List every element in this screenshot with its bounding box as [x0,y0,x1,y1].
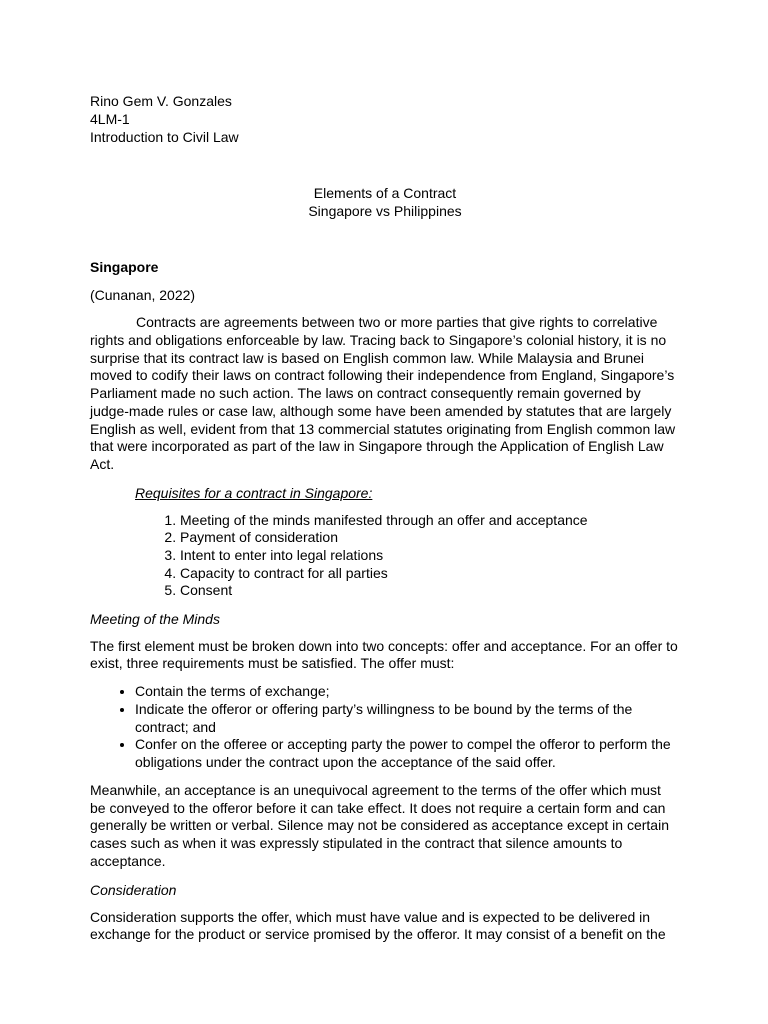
document-title [90,184,680,220]
citation: (Cunanan, 2022) [90,287,196,303]
consideration-paragraph: Consideration supports the offer, which must have value and is expected to be delivered in exchange for the product or service promised by the offeror. It may consist of a benefit on the [90,908,666,943]
list-item: 4. Capacity to contract for all parties [180,565,680,583]
acceptance-paragraph: Meanwhile, an acceptance is an unequivocal agreement to the terms of the offer which must be conveyed to the offeror before it can take effect. It does not require a certain form and can generally be written or verbal. Silence may not be considered as acceptance except in certain cases such as when it was expressly stipulated in the contract that silence amounts to acceptance. [90,781,669,869]
course-name: Introduction to Civil Law [90,129,239,145]
subheading-meeting-of-minds: Meeting of the Minds [90,610,220,627]
list-item: • Confer on the offeree or accepting party the power to compel the offeror to perform the obligations under the contract upon the acceptance of the said offer. [135,736,680,772]
author-header [90,92,680,146]
offer-requirements-list [90,683,680,772]
subheading-consideration: Consideration [90,881,177,898]
title-line-2: Singapore vs Philippines [308,203,462,219]
list-item: • Indicate the offeror or offering party’s willingness to be bound by the terms of the contract; and [135,701,680,737]
requisites-title: Requisites for a contract in Singapore: [135,484,373,501]
title-line-1: Elements of a Contract [313,185,457,201]
document-page [90,92,680,944]
list-item: 3. Intent to enter into legal relations [180,547,680,565]
section-heading-singapore: Singapore [90,259,159,275]
class-section: 4LM-1 [90,111,130,127]
author-name: Rino Gem V. Gonzales [90,93,232,109]
meeting-paragraph: The first element must be broken down into two concepts: offer and acceptance. For an offer to exist, three requirements must be satisfied. The offer must: [90,637,678,672]
requisites-list [90,512,680,600]
list-item: • Contain the terms of exchange; [135,683,680,701]
list-item: 2. Payment of consideration [180,529,680,547]
list-item: 1. Meeting of the minds manifested through an offer and acceptance [180,512,680,530]
intro-paragraph: Contracts are agreements between two or more parties that give rights to correlative rights and obligations enforceable by law. Tracing back to Singapore’s colonial history, it is no surprise that its contract law is based on English common law. While Malaysia and Brunei moved to codify their laws on contract following their independence from England, Singapore’s Parliament made no such action. The laws on contract consequently remain governed by judge-made rules or case law, although some have been amended by statutes that are largely English as well, evident from that 13 commercial statutes originating from English common law that were incorporated as part of the law in Singapore through the Application of English Law Act. [90,314,676,472]
list-item: 5. Consent [180,582,680,600]
